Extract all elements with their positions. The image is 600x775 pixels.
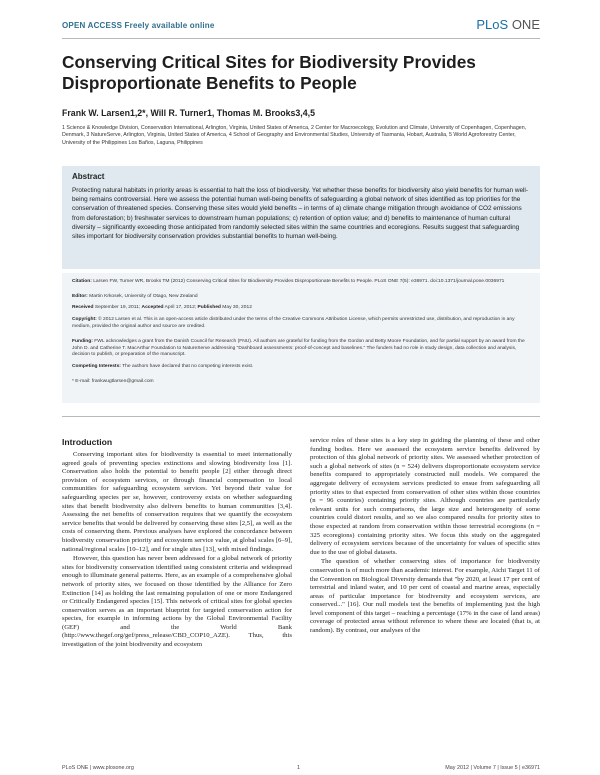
citation [72,279,530,286]
footer-issue: May 2012 | Volume 7 | Issue 5 | e36971 [445,765,540,771]
copyright-text: © 2012 Larsen et al. This is an open-access article distributed under the terms of the Creative Commons Attribution License, which permits unrestricted use, distribution, and reproduction in any medium, provided the original author and source are credited. [72,317,515,329]
article-title: Conserving Critical Sites for Biodiversity Provides Disproportionate Benefits to People [62,52,476,93]
published-label: Published [197,305,221,310]
open-access-label [62,21,215,30]
abstract-box [62,166,540,269]
funding [72,339,530,359]
funding-label: Funding: [72,339,93,344]
introduction-heading: Introduction [62,437,113,447]
email [72,379,530,386]
published-date: May 30, 2012 [220,305,252,310]
dates [72,305,530,312]
plos-one-logo [476,17,540,32]
editor-label: Editor: [72,294,88,299]
article-metadata [62,273,540,403]
open-access-text: OPEN ACCESS Freely available online [62,21,215,30]
citation-text: Larsen FW, Turner WR, Brooks TM (2012) Conserving Critical Sites for Biodiversity Provides Disproportionate Benefits to People. PLoS ONE 7(5): e36971. doi:10.1371/journal.pone.0036971 [91,279,505,284]
abstract-text: Protecting natural habitats in priority areas is essential to halt the loss of biodiversity. Yet whether these benefits for biodiversity also yield benefits for human well-being remains controversial. Here we assess the potential human well-being benefits of safeguarding a global network of sites identified as top priorities for the conservation of threatened species. Conserving these sites would yield benefits – in terms of a) climate change mitigation through avoidance of CO2 emissions from deforestation; b) freshwater services to downstream human populations; c) retention of option value; and d) benefits to maintenance of human cultural diversity – significantly exceeding those anticipated from randomly selected sites within the same countries and ecoregions. Results suggest that safeguarding sites important for biodiversity conservation provides substantial benefits to human well-being. [72,187,528,241]
editor [72,294,530,301]
email-label: * E-mail: [72,379,91,384]
email-address[interactable]: frankwugtlarsen@gmail.com [90,379,154,384]
accepted-date: April 17, 2012; [163,305,198,310]
citation-label: Citation: [72,279,92,284]
paragraph: The question of whether conserving sites of importance for biodiversity conservation is of much more than academic interest. For example, Aichi Target 11 of the Convention on Biological Diversity demands that "by 2020, at least 17 per cent of terrestrial and inland water, and 10 per cent of coastal and marine areas, especially areas of particular importance for biodiversity and ecosystem services, are conserved..." [16]. Our null models test the benefits of implementing just the high level component of this target – reaching a percentage (17% in the case of land areas) coverage of protected areas without reference to where these are located (that is, at random). By contrast, our analyses of the [310,558,540,635]
copyright-label: Copyright: [72,317,97,322]
received-label: Received [72,305,94,310]
paragraph: service roles of these sites is a key step in guiding the planning of these and other funding bodies. Here we assessed the ecosystem service benefits delivered by protection of this global network of priority sites. We assessed whether protection of such a global network of sites (n = 524) delivers disproportionate ecosystem service benefits compared to appropriately constructed null models. We compared the aggregate delivery of ecosystem services predicted to ensue from safeguarding all priority sites to that expected from conservation of other sites within those countries (n = 96 countries) containing priority sites. Although countries are particularly relevant units for such comparisons, the large size and heterogeneity of some countries could distort results, and so we also compared results for priority sites to those expected at random from conservation within those terrestrial ecoregions (n = 325 ecoregions) containing priority sites. We focus this study on the aggregated delivery of ecosystem services because of the uncertainty for values of specific sites due to the use of global datasets. [310,437,540,556]
affiliations: 1 Science & Knowledge Division, Conservation International, Arlington, Virginia, United States of America, 2 Center for Macroecology, Evolution and Climate, University of Copenhagen, Copenhagen, Denmark, 3 NatureServe, Arlington, Virginia, United States of America, 4 School of Geography and Environmental Studies, University of Tasmania, Hobart, Australia, 5 World Agroforestry Center, University of the Philippines Los Baños, Laguna, Philippines [62,125,527,146]
competing-interests [72,364,530,371]
left-column [62,451,292,650]
paragraph: However, this question has never been addressed for a global network of priority sites for biodiversity conservation identified using consistent criteria and widespread enough to illuminate general patterns. Here, as an example of a comprehensive global network of priority sites, we focused on those identified by the Alliance for Zero Extinction [14] as holding the last remaining population of one or more Endangered or Critically Endangered species [15]. This network of critical sites for global species conservation serves as an important blueprint for targeted conservation action for species, for example in informing actions by the Global Environmental Facility (GEF) and the World Bank (http://www.thegef.org/gef/press_release/CBD_COP10_AZE). Thus, this investigation of the joint biodiversity and ecosystem [62,555,292,649]
paragraph: Conserving important sites for biodiversity is essential to meet internationally agreed goals of preventing species extinctions and slowing biodiversity loss [1]. Conservation also holds the potential to benefit people [2] either through direct provision of ecosystem services, or through financial compensation to local communities for safeguarding ecosystem services. Yet beyond their value for safeguarding species per se, however, controversy exists on whether safeguarding sites that benefit biodiversity also delivers benefits to human communities [3,4]. Assessing the net benefits of conservation requires that we quantify the ecosystem service benefits that would be delivered by conserving these sites [2,5], as well as the costs of conserving them. Previous analyses have explored the concordance between biodiversity conservation priority and ecosystem service value, at global scales [6–9], national/regional scales [10–12], and for single sites [13], with mixed findings. [62,451,292,553]
competing-label: Competing Interests: [72,364,121,369]
brand-plos: PLoS [476,17,509,32]
copyright [72,317,530,330]
editor-text: Martin Krkosek, University of Otago, New Zealand [87,294,198,299]
section-rule [62,416,540,417]
abstract-heading: Abstract [72,172,105,181]
footer-journal: PLoS ONE | www.plosone.org [62,765,134,771]
header-rule [62,38,540,39]
competing-text: The authors have declared that no competing interests exist. [120,364,254,369]
funding-text: FWL acknowledges a grant from the Danish Council for Research (FNU). All authors are grateful for funding from the Gordon and Betty Moore Foundation, and for partial support by an award from the John D. and Catherine T. MacArthur Foundation to NatureServe addressing "Dashboard assessments: proof-of-concept and baselines." The funders had no role in study design, data collection and analysis, decision to publish, or preparation of the manuscript. [72,339,525,357]
right-column [310,437,540,636]
author-list: Frank W. Larsen1,2*, Will R. Turner1, Thomas M. Brooks3,4,5 [62,108,315,118]
journal-header [62,17,540,36]
brand-one: ONE [508,17,540,32]
page-number: 1 [297,765,300,771]
received-date: September 19, 2011; [93,305,142,310]
accepted-label: Accepted [141,305,164,310]
